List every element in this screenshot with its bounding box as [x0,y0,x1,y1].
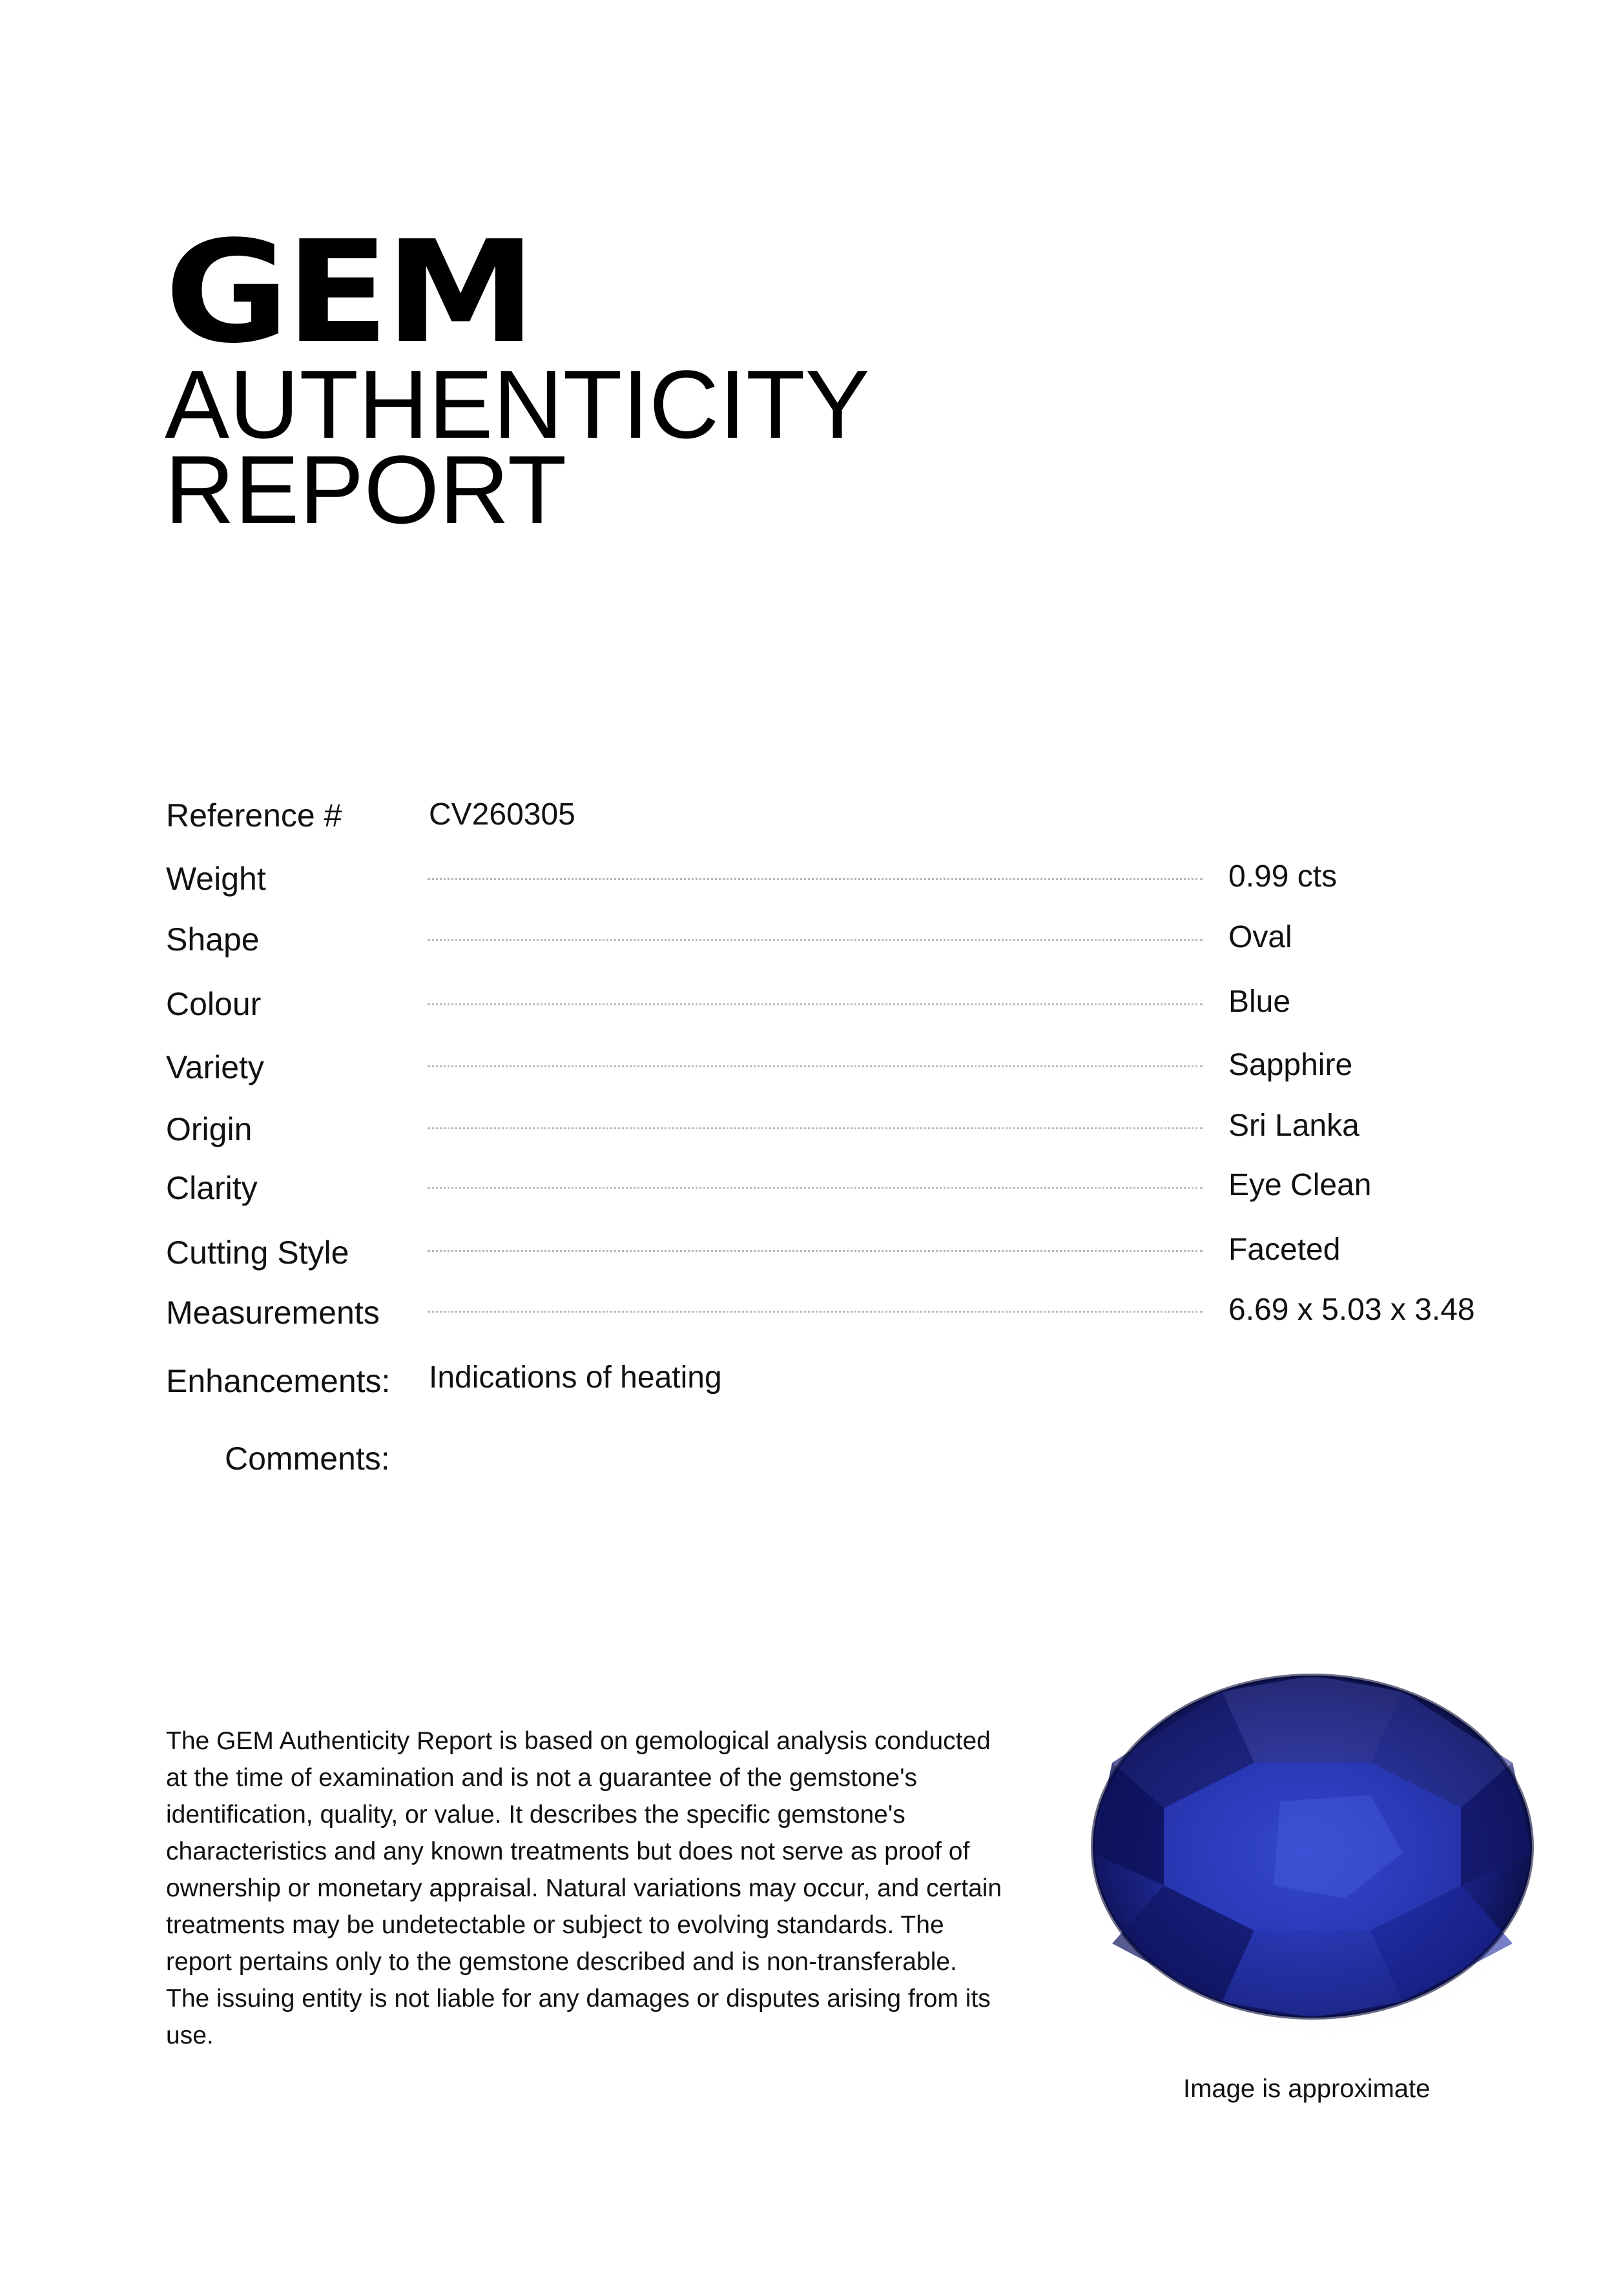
spec-value-measurements: 6.69 x 5.03 x 3.48 [1228,1293,1475,1327]
image-caption: Image is approximate [1183,2075,1431,2103]
spec-label-weight: Weight [166,861,266,897]
reference-value: CV260305 [429,797,575,832]
leader-line [428,1127,1203,1129]
reference-label: Reference # [166,797,342,834]
spec-label-variety: Variety [166,1049,264,1085]
subtitle-line-1: AUTHENTICITY [165,350,870,458]
disclaimer-text: The GEM Authenticity Report is based on gemological analysis conducted at the time of examination and is not a guarantee of the gemstone's identification, quality, or value. It describes the specific gemstone's characteristics and any known treatments but does not serve as proof of ownership or monetary appraisal. Natural variations may occur, and certain treatments may be undetectable or subject to evolving standards. The report pertains only to the gemstone described and is non-transferable. The issuing entity is not liable for any damages or disputes arising from its use. [166,1727,1002,2049]
spec-value-cutting-style: Faceted [1228,1233,1341,1267]
spec-value-shape: Oval [1228,920,1292,954]
leader-line [428,878,1203,880]
spec-value-clarity: Eye Clean [1228,1168,1372,1202]
spec-label-colour: Colour [166,986,262,1022]
leader-line [428,1311,1203,1313]
spec-value-weight: 0.99 cts [1228,859,1338,894]
spec-value-colour: Blue [1228,985,1291,1019]
leader-line [428,1065,1203,1067]
sapphire-photo-icon [1067,1640,1558,2053]
spec-label-clarity: Clarity [166,1170,258,1206]
comments-label: Comments: [225,1440,390,1477]
spec-label-origin: Origin [166,1111,253,1147]
spec-label-measurements: Measurements [166,1295,380,1331]
leader-line [428,1003,1203,1005]
report-title: GEM [165,211,532,374]
spec-label-shape: Shape [166,921,260,958]
enhancements-label: Enhancements: [166,1363,391,1399]
enhancements-value: Indications of heating [429,1360,722,1395]
leader-line [428,939,1203,941]
spec-label-cutting-style: Cutting Style [166,1235,349,1271]
report-subtitle [165,350,870,544]
leader-line [428,1250,1203,1252]
spec-value-origin: Sri Lanka [1228,1109,1359,1143]
leader-line [428,1187,1203,1189]
subtitle-line-2: REPORT [165,435,567,544]
spec-value-variety: Sapphire [1228,1048,1353,1082]
